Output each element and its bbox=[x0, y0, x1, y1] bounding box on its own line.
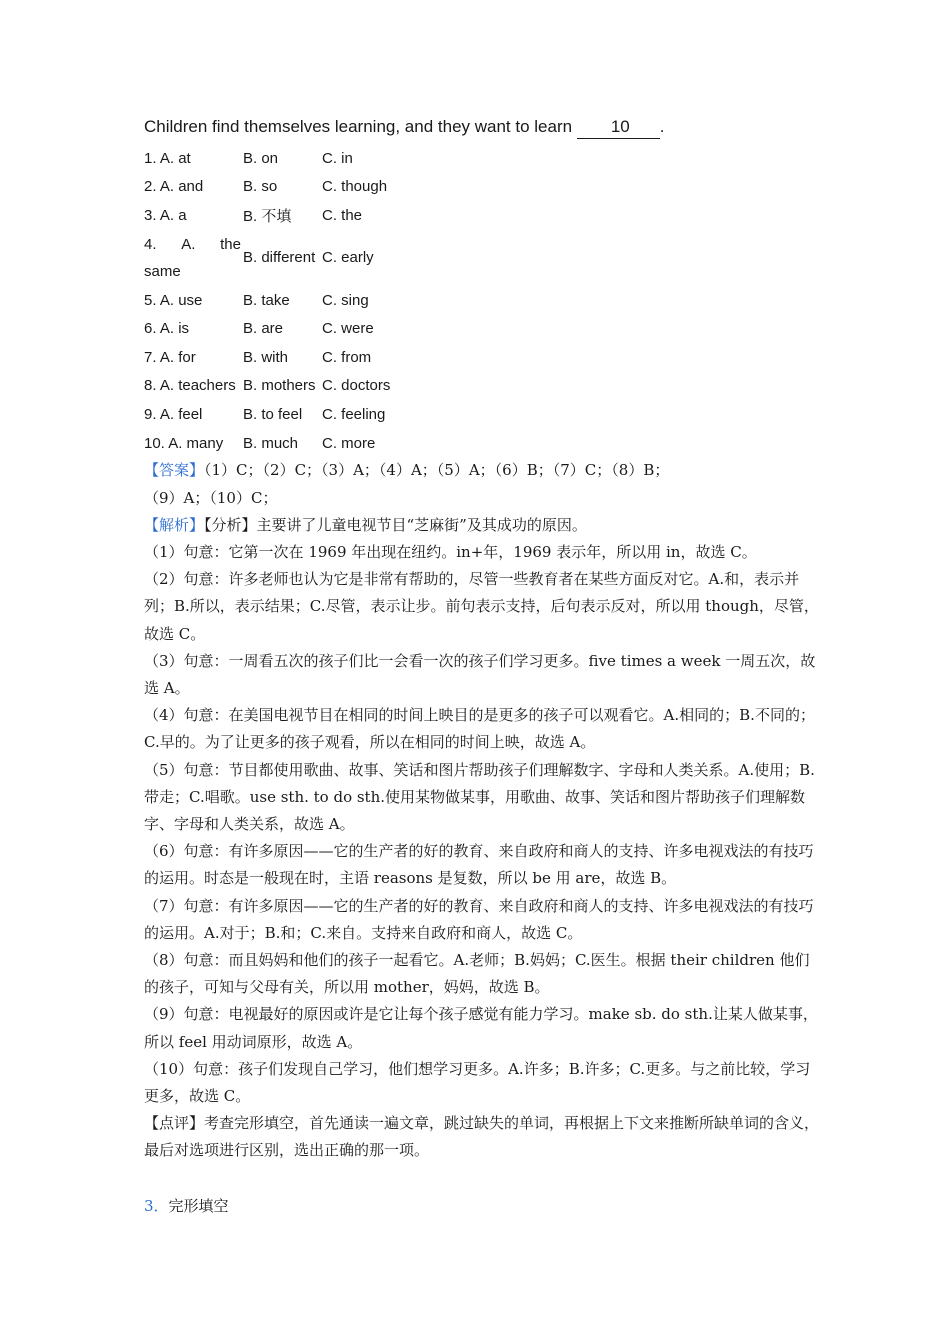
option-a: 10. A. many bbox=[144, 434, 224, 452]
option-c: C. more bbox=[322, 434, 376, 452]
option-a: 9. A. feel bbox=[144, 405, 203, 423]
option-c: C. doctors bbox=[322, 377, 391, 395]
option-b: B. on bbox=[243, 149, 279, 167]
option-row bbox=[144, 173, 390, 202]
answer-tag: 【答案】 bbox=[144, 461, 205, 480]
question-number: 3． bbox=[144, 1196, 169, 1215]
analysis-item-8: （8）句意：而且妈妈和他们的孩子一起看它。A.老师；B.妈妈；C.医生。根据 their children 他们的孩子，可知与父母有关，所以用 mother，妈妈，故选 B。 bbox=[144, 951, 810, 997]
option-a: 1. A. at bbox=[144, 149, 191, 167]
analysis-item-2: （2）句意：许多老师也认为它是非常有帮助的，尽管一些教育者在某些方面反对它。A.和，表示并列；B.所以，表示结果；C.尽管，表示让步。前句表示支持，后句表示反对，所以用 though，尽管，故选 C。 bbox=[144, 570, 819, 643]
analysis-item-1: （1）句意：它第一次在 1969 年出现在纽约。in+年，1969 表示年，所以用 in，故选 C。 bbox=[144, 542, 757, 561]
option-c: C. sing bbox=[322, 291, 369, 309]
option-a: 6. A. is bbox=[144, 320, 190, 338]
blank-10: 10 bbox=[577, 116, 660, 139]
option-b: B. 不填 bbox=[243, 207, 292, 225]
option-b: B. so bbox=[243, 178, 278, 196]
option-word: the bbox=[220, 235, 241, 253]
options-table bbox=[144, 144, 390, 457]
option-row bbox=[144, 372, 390, 401]
answer-line bbox=[144, 457, 824, 484]
passage-text: Children find themselves learning, and they want to learn bbox=[144, 117, 573, 136]
option-a: 5. A. use bbox=[144, 291, 203, 309]
option-a: 2. A. and bbox=[144, 178, 204, 196]
analysis-item-6: （6）句意：有许多原因——它的生产者的好的教育、来自政府和商人的支持、许多电视戏法的有技巧的运用。时态是一般现在时，主语 reasons 是复数，所以 be 用 are，故选 B。 bbox=[144, 842, 814, 888]
option-row bbox=[144, 230, 390, 286]
option-c: C. were bbox=[322, 320, 374, 338]
option-row bbox=[144, 429, 390, 458]
analysis-item-3: （3）句意：一周看五次的孩子们比一会看一次的孩子们学习更多。five times a week 一周五次，故选 A。 bbox=[144, 651, 816, 697]
option-row bbox=[144, 400, 390, 429]
analysis-intro bbox=[144, 512, 824, 539]
analysis-item-5: （5）句意：节目都使用歌曲、故事、笑话和图片帮助孩子们理解数字、字母和人类关系。A.使用；B.带走；C.唱歌。use sth. to do sth.使用某物做某事，用歌曲、故事、笑话和图片帮助孩子们理解数字、字母和人类关系，故选 A。 bbox=[144, 760, 815, 833]
option-a: 8. A. teachers bbox=[144, 377, 236, 395]
answer-text: （1）C；（2）C；（3）A；（4）A；（5）A；（6）B；（7）C；（8）B； bbox=[204, 461, 670, 480]
option-num: 4. bbox=[144, 235, 157, 253]
option-b: B. with bbox=[243, 348, 289, 366]
analysis-item-10: （10）句意：孩子们发现自己学习，他们想学习更多。A.许多；B.许多；C.更多。与之前比较，学习更多，故选 C。 bbox=[144, 1059, 811, 1106]
option-b: B. to feel bbox=[243, 405, 303, 423]
analysis-item-9: （9）句意：电视最好的原因或许是它让每个孩子感觉有能力学习。make sb. do sth.让某人做某事，所以 feel 用动词原形，故选 A。 bbox=[144, 1005, 818, 1051]
answer-line-2: （9）A；（10）C； bbox=[144, 488, 278, 507]
option-a: 3. A. a bbox=[144, 206, 187, 224]
option-row bbox=[144, 286, 390, 315]
option-b: B. are bbox=[243, 320, 284, 338]
option-b: B. take bbox=[243, 291, 290, 309]
option-row bbox=[144, 314, 390, 343]
option-c: C. from bbox=[322, 348, 372, 366]
analysis-item-4: （4）句意：在美国电视节目在相同的时间上映目的是更多的孩子可以观看它。A.相同的；B.不同的；C.早的。为了让更多的孩子观看，所以在相同的时间上映，故选 A。 bbox=[144, 706, 815, 752]
option-a bbox=[144, 230, 243, 286]
next-question-heading bbox=[144, 1193, 824, 1220]
analysis-tag: 【解析】 bbox=[144, 515, 205, 534]
option-a: 7. A. for bbox=[144, 348, 196, 366]
analysis-summary: 【分析】主要讲了儿童电视节目“芝麻街”及其成功的原因。 bbox=[204, 515, 587, 534]
option-b: B. much bbox=[243, 434, 299, 452]
analysis-item-7: （7）句意：有许多原因——它的生产者的好的教育、来自政府和商人的支持、许多电视戏法的有技巧的运用。A.对于；B.和；C.来自。支持来自政府和商人，故选 C。 bbox=[144, 896, 814, 942]
sentence-end: . bbox=[659, 117, 665, 136]
option-row bbox=[144, 144, 390, 173]
option-c: C. early bbox=[322, 249, 374, 267]
option-c: C. the bbox=[322, 206, 363, 224]
question-title: 完形填空 bbox=[168, 1196, 229, 1215]
option-row bbox=[144, 201, 390, 230]
option-word-cont: same bbox=[144, 262, 181, 280]
option-letter: A. bbox=[181, 235, 196, 253]
option-b: B. mothers bbox=[243, 377, 316, 395]
option-b: B. different bbox=[243, 249, 316, 267]
document-page bbox=[144, 112, 824, 1220]
passage-last-sentence bbox=[144, 112, 824, 142]
comment: 【点评】考查完形填空，首先通读一遍文章，跳过缺失的单词，再根据上下文来推断所缺单词的含义，最后对选项进行区别，选出正确的那一项。 bbox=[144, 1114, 820, 1160]
option-c: C. in bbox=[322, 149, 353, 167]
option-c: C. though bbox=[322, 178, 388, 196]
option-row bbox=[144, 343, 390, 372]
option-c: C. feeling bbox=[322, 405, 386, 423]
